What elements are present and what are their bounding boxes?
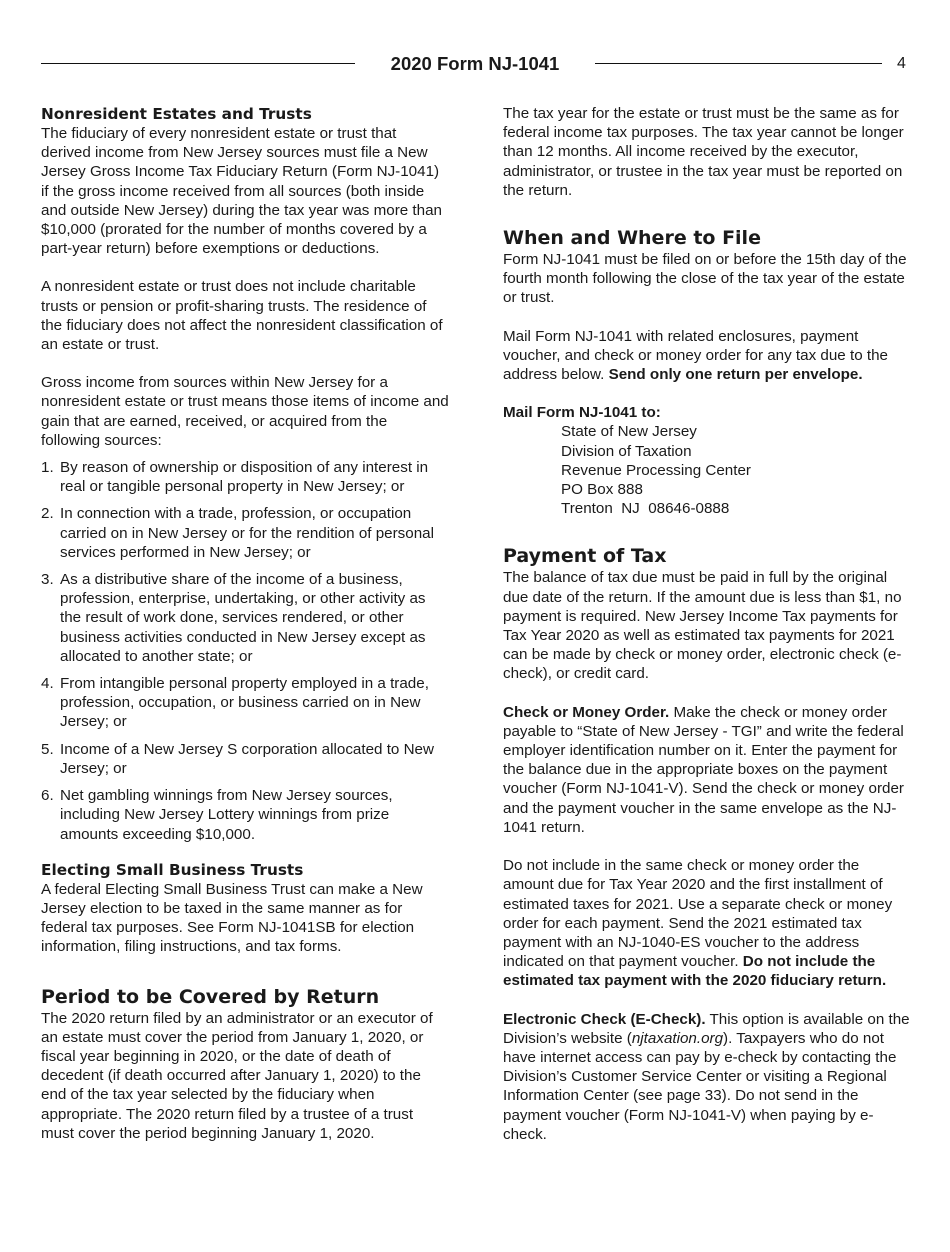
when-where-heading: When and Where to File xyxy=(503,227,761,250)
esbt-paragraph: A federal Electing Small Business Trust can make a New Jersey election to be taxed in the same manner as for federal tax purposes. See Form NJ-1041SB for election information, filing instructions, and tax forms. xyxy=(41,880,423,956)
when-where-paragraph-1: Form NJ-1041 must be filed on or before the 15th day of the fourth month following the close of the tax year of the estate or trust. xyxy=(503,251,907,307)
address-line: State of New Jersey xyxy=(561,423,697,441)
payment-paragraph-3: Do not include in the same check or money order the amount due for Tax Year 2020 and the first installment of estimated taxes for 2021. Use a separate check or money order for each payment. Send the 2021 estimated tax payment with an NJ-1040-ES voucher to the address indicated on that payment voucher. Do not include the estimated tax payment with the 2020 fiduciary return. xyxy=(503,857,893,990)
esbt-heading: Electing Small Business Trusts xyxy=(41,860,304,879)
list-item: 1. By reason of ownership or disposition of any interest in real or tangible personal property in New Jersey; or xyxy=(41,459,429,496)
list-item: 2. In connection with a trade, profession, or occupation carried on in New Jersey or for the rendition of personal services performed in New Jersey; or xyxy=(41,505,434,561)
page-title: 2020 Form NJ-1041 xyxy=(390,53,560,74)
period-paragraph: The 2020 return filed by an administrator or an executor of an estate must cover the period from January 1, 2020, or fiscal year beginning in 2020, or the date of death of decedent (if death occurred after January 1, 2020) to the end of the tax year selected by the fiduciary when appropriate. The 2020 return filed by a trustee of a trust must cover the period beginning January 1, 2020. xyxy=(41,1009,433,1142)
address-line: Revenue Processing Center xyxy=(561,461,751,479)
nonresident-paragraph-3: Gross income from sources within New Jersey for a nonresident estate or trust means those items of income and gain that are earned, received, or acquired from the following sources: xyxy=(41,374,449,449)
address-line: PO Box 888 xyxy=(561,481,643,499)
tax-year-paragraph: The tax year for the estate or trust must be the same as for federal income tax purposes. The tax year cannot be longer than 12 months. All income received by the executor, administrator, or trustee in the tax year must be reported on the return. xyxy=(503,105,904,199)
list-item: 6. Net gambling winnings from New Jersey sources, including New Jersey Lottery winnings from prize amounts exceeding $10,000. xyxy=(41,787,393,843)
nonresident-paragraph-2: A nonresident estate or trust does not include charitable trusts or pension or profit-sharing trusts. The residence of the fiduciary does not affect the nonresident classification of an estate or trust. xyxy=(41,278,443,354)
payment-paragraph-1: The balance of tax due must be paid in full by the original due date of the return. If the amount due is less than $1, no payment is required. New Jersey Income Tax payments for Tax Year 2020 as well as estimated tax payments for 2021 can be made by check or money order, electronic check (e-check), or credit card. xyxy=(503,569,902,683)
mailing-address xyxy=(503,422,913,518)
period-heading: Period to be Covered by Return xyxy=(41,985,380,1008)
check-money-order-paragraph: Check or Money Order. Make the check or money order payable to “State of New Jersey - TGI” and write the federal employer identification number on it. Enter the payment for the balance due in the appropriate boxes on the payment voucher (Form NJ-1041-V). Send the check or money order and the payment voucher in the same envelope as the NJ-1041 return. xyxy=(503,703,904,836)
mail-label: Mail Form NJ-1041 to: xyxy=(503,404,661,422)
payment-heading: Payment of Tax xyxy=(503,545,667,568)
left-column xyxy=(41,104,449,1143)
nonresident-heading: Nonresident Estates and Trusts xyxy=(41,105,312,123)
e-check-paragraph: Electronic Check (E-Check). This option is available on the Division’s website (njtaxation.org). Taxpayers who do not have internet access can pay by e-check by contacting the Division’s Customer Service Center or visiting a Regional Information Center (see page 33). Do not send in the payment voucher (Form NJ-1041-V) when paying by e-check. xyxy=(503,1010,910,1143)
page-number: 4 xyxy=(897,55,906,72)
nonresident-paragraph-1: The fiduciary of every nonresident estate or trust that derived income from New Jersey sources must file a New Jersey Gross Income Tax Fiduciary Return (Form NJ-1041) if the gross income received from all sources (both inside and outside New Jersey) during the tax year was more than $10,000 (prorated for the number of months covered by a part-year return) before exemptions or deductions. xyxy=(41,125,442,258)
website-link[interactable]: njtaxation.org xyxy=(631,1029,724,1047)
right-column xyxy=(503,104,913,1144)
list-item: 3. As a distributive share of the income of a business, profession, enterprise, undertaking, or other activity as the result of work done, services rendered, or other business activities conducted in New Jersey except as allocated to another state; or xyxy=(41,571,426,665)
income-sources-list xyxy=(41,458,449,844)
address-line: Trenton NJ 08646-0888 xyxy=(561,500,730,518)
header-rule-right xyxy=(595,63,882,64)
list-item: 5. Income of a New Jersey S corporation allocated to New Jersey; or xyxy=(41,740,434,777)
list-item: 4. From intangible personal property employed in a trade, profession, occupation, or business carried on in New Jersey; or xyxy=(41,675,429,731)
header-rule-left xyxy=(41,63,355,64)
address-line: Division of Taxation xyxy=(561,442,692,460)
when-where-paragraph-2: Mail Form NJ-1041 with related enclosures, payment voucher, and check or money order for any tax due to the address below. Send only one return per envelope. xyxy=(503,327,888,384)
